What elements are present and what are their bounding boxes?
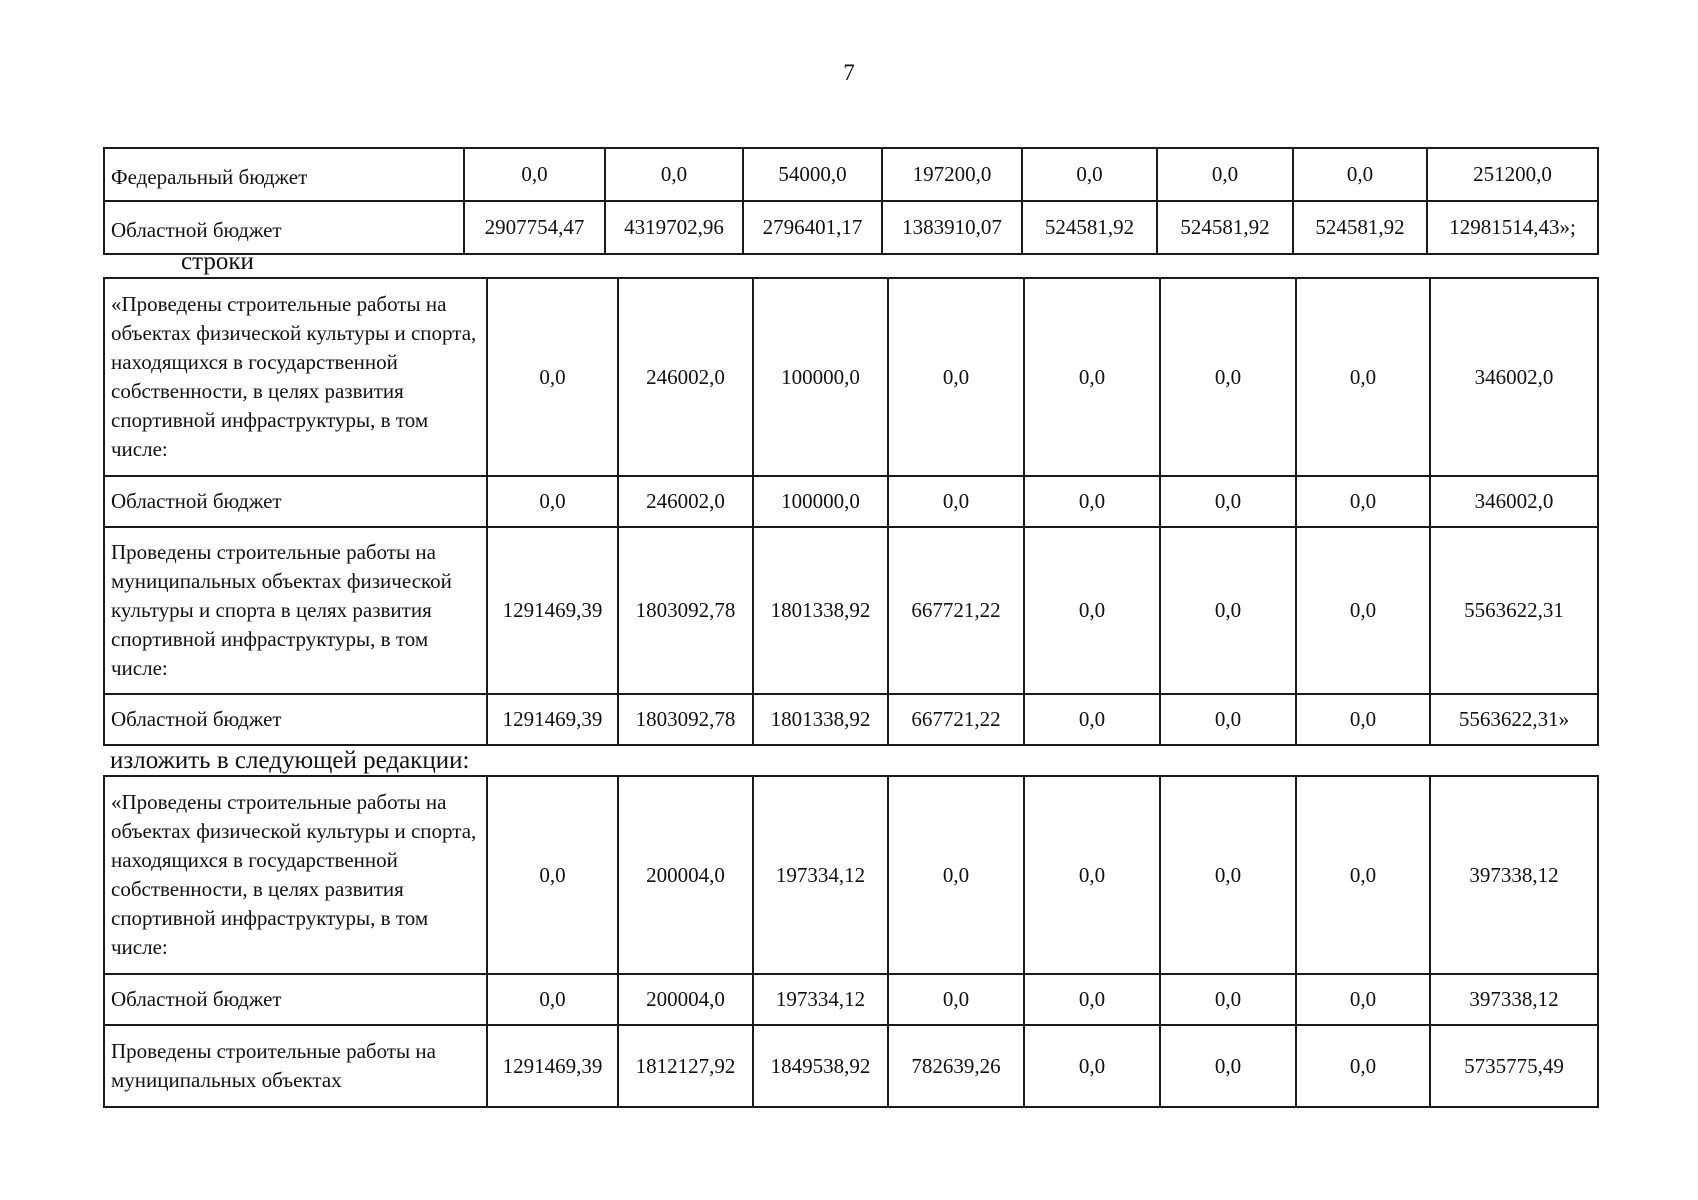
- total-cell: 5563622,31: [1430, 527, 1598, 694]
- value-cell: 1803092,78: [618, 694, 753, 745]
- value-cell: 4319702,96: [605, 201, 743, 254]
- value-cell: 0,0: [888, 974, 1024, 1025]
- value-cell: 0,0: [1296, 476, 1430, 527]
- value-cell: 1383910,07: [882, 201, 1022, 254]
- value-cell: 54000,0: [743, 148, 882, 201]
- table-row: [104, 1025, 1598, 1107]
- value-cell: 1291469,39: [487, 1025, 618, 1107]
- value-cell: 524581,92: [1022, 201, 1157, 254]
- value-cell: 0,0: [605, 148, 743, 201]
- table-row: [104, 776, 1598, 974]
- value-cell: 2907754,47: [464, 201, 605, 254]
- row-label: Областной бюджет: [104, 694, 487, 745]
- table-row: [104, 974, 1598, 1025]
- value-cell: 0,0: [1022, 148, 1157, 201]
- value-cell: 197334,12: [753, 974, 888, 1025]
- row-label: Проведены строительные работы на муниципальных объектах: [104, 1025, 487, 1107]
- value-cell: 0,0: [888, 776, 1024, 974]
- table-row: [104, 527, 1598, 694]
- value-cell: 0,0: [464, 148, 605, 201]
- total-cell: 346002,0: [1430, 476, 1598, 527]
- value-cell: 667721,22: [888, 694, 1024, 745]
- table-row: [104, 278, 1598, 476]
- total-cell: 251200,0: [1427, 148, 1598, 201]
- value-cell: 0,0: [1296, 974, 1430, 1025]
- table-row: [104, 476, 1598, 527]
- value-cell: 1812127,92: [618, 1025, 753, 1107]
- value-cell: 0,0: [1024, 527, 1160, 694]
- value-cell: 1291469,39: [487, 527, 618, 694]
- value-cell: 0,0: [1296, 527, 1430, 694]
- value-cell: 667721,22: [888, 527, 1024, 694]
- value-cell: 246002,0: [618, 278, 753, 476]
- value-cell: 0,0: [888, 278, 1024, 476]
- value-cell: 1849538,92: [753, 1025, 888, 1107]
- value-cell: 0,0: [1024, 278, 1160, 476]
- value-cell: 0,0: [487, 476, 618, 527]
- row-label: Областной бюджет: [104, 974, 487, 1025]
- table-row: [104, 201, 1598, 254]
- value-cell: 1801338,92: [753, 527, 888, 694]
- table-row: [104, 148, 1598, 201]
- budget-table-continuation: [103, 147, 1599, 255]
- total-cell: 346002,0: [1430, 278, 1598, 476]
- table-row: [104, 694, 1598, 745]
- value-cell: 246002,0: [618, 476, 753, 527]
- value-cell: 197334,12: [753, 776, 888, 974]
- value-cell: 0,0: [1296, 776, 1430, 974]
- page-number: 7: [843, 60, 855, 85]
- row-label: Областной бюджет: [104, 201, 464, 254]
- total-cell: 5563622,31»: [1430, 694, 1598, 745]
- budget-table-new-rows: [103, 775, 1599, 1108]
- value-cell: 0,0: [1024, 476, 1160, 527]
- caption-new-edition: изложить в следующей редакции:: [110, 747, 470, 774]
- caption-old-rows: строки: [181, 248, 254, 275]
- value-cell: 0,0: [487, 278, 618, 476]
- value-cell: 0,0: [1024, 1025, 1160, 1107]
- value-cell: 197200,0: [882, 148, 1022, 201]
- value-cell: 0,0: [1160, 1025, 1296, 1107]
- value-cell: 2796401,17: [743, 201, 882, 254]
- value-cell: 0,0: [1024, 974, 1160, 1025]
- value-cell: 524581,92: [1157, 201, 1293, 254]
- row-label: Областной бюджет: [104, 476, 487, 527]
- value-cell: 0,0: [487, 974, 618, 1025]
- value-cell: 100000,0: [753, 278, 888, 476]
- row-label: «Проведены строительные работы на объектах физической культуры и спорта, находящихся в государственной собственности, в целях развития спортивной инфраструктуры, в том числе:: [104, 776, 487, 974]
- value-cell: 0,0: [1160, 974, 1296, 1025]
- value-cell: 782639,26: [888, 1025, 1024, 1107]
- value-cell: 0,0: [1160, 476, 1296, 527]
- value-cell: 0,0: [1293, 148, 1427, 201]
- row-label: Проведены строительные работы на муниципальных объектах физической культуры и спорта в целях развития спортивной инфраструктуры, в том числе:: [104, 527, 487, 694]
- value-cell: 0,0: [1024, 694, 1160, 745]
- value-cell: 524581,92: [1293, 201, 1427, 254]
- value-cell: 0,0: [1160, 776, 1296, 974]
- total-cell: 397338,12: [1430, 776, 1598, 974]
- value-cell: 1801338,92: [753, 694, 888, 745]
- value-cell: 0,0: [1024, 776, 1160, 974]
- value-cell: 0,0: [1296, 1025, 1430, 1107]
- value-cell: 0,0: [1157, 148, 1293, 201]
- value-cell: 1291469,39: [487, 694, 618, 745]
- value-cell: 0,0: [1296, 694, 1430, 745]
- value-cell: 0,0: [487, 776, 618, 974]
- value-cell: 0,0: [1160, 527, 1296, 694]
- value-cell: 200004,0: [618, 776, 753, 974]
- total-cell: 397338,12: [1430, 974, 1598, 1025]
- value-cell: 0,0: [888, 476, 1024, 527]
- total-cell: 12981514,43»;: [1427, 201, 1598, 254]
- value-cell: 0,0: [1160, 278, 1296, 476]
- value-cell: 0,0: [1160, 694, 1296, 745]
- row-label: Федеральный бюджет: [104, 148, 464, 201]
- row-label: «Проведены строительные работы на объектах физической культуры и спорта, находящихся в государственной собственности, в целях развития спортивной инфраструктуры, в том числе:: [104, 278, 487, 476]
- value-cell: 0,0: [1296, 278, 1430, 476]
- value-cell: 1803092,78: [618, 527, 753, 694]
- value-cell: 100000,0: [753, 476, 888, 527]
- budget-table-old-rows: [103, 277, 1599, 746]
- value-cell: 200004,0: [618, 974, 753, 1025]
- total-cell: 5735775,49: [1430, 1025, 1598, 1107]
